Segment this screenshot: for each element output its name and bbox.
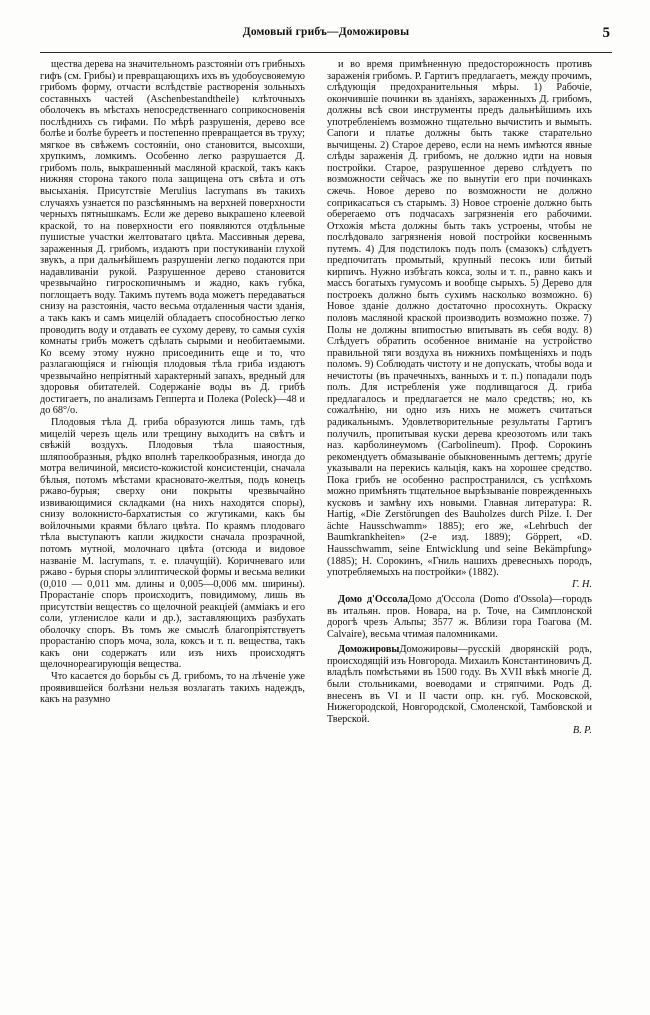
entry-text: Доможировы—русскiй дворянскiй родъ, происходящiй изъ Новгорода. Михаилъ Константиновичъ Д. владѣлъ помѣстьями въ 1500 году. Въ XVII вѣкѣ многiе Д. были стольниками, воеводами и стряпчими. Родъ Д. внесенъ въ VI и II части опр. кн. губ. Московской, Нижегородской, Новгородской, Смоленской, Тамбовской и Тверской. bbox=[327, 644, 592, 725]
page-header bbox=[40, 26, 612, 48]
header-rule bbox=[40, 52, 612, 53]
entry-text: Домо д'Оссола (Domo d'Ossola)—городъ въ итальян. пров. Новара, на р. Точе, на Симплонской дорогѣ чрезъ Альпы; 3577 ж. Вблизи гора Гоагова (M. Calvaire), весьма чтимая паломниками. bbox=[327, 594, 592, 640]
paragraph: Плодовыя тѣла Д. гриба образуются лишь тамъ, гдѣ мицелiй черезъ щель или трещину выходитъ на свѣтъ и свѣжiй воздухъ. Плодовыя тѣла шаяостныя, шляпообразныя, рѣдко вполнѣ тарелкообразныя, иногда до мотра величиной, мясисто-кожистой консистенцiи, сначала бѣлыя, потомъ мѣстами красновато-желтыя, подъ конецъ ржаво-бурыя; сверху они покрыты чрезвычайно извивающимися складками (на нихъ находятся споры), снизу волокнисто-бархатистыя со жгутиками, какъ бы войлочными краями бѣлаго цвѣта. По краямъ плодоваго тѣла выступаютъ капли жидкости сначала прозрачной, потомъ мутной, молочнаго цвѣта (отсюда и видовое названiе M. lacrymans, т. е. плачущiй). Коричневаго или ржаво - бурыя споры эллиптической формы и весьма велики (0,010 — 0,011 мм. длины и 0,005—0,006 мм. ширины). Прорастанiе споръ происходитъ, повидимому, лишь въ присутствiи веществъ со щелочной реакцiей (аммiакъ и его соли, угленислое кали и др.), заставляющихъ разбухать оболочку споръ. Въ томъ же смыслѣ благопрiятствуетъ прорастанiю споръ моча, зола, коксъ и т. п. вещества, такъ какъ они содержатъ или изъ нихъ происходятъ щелочнореагирующiя вещества. bbox=[40, 416, 305, 671]
running-head: Домовый грибъ—Доможировы bbox=[242, 26, 410, 38]
dictionary-entry bbox=[327, 594, 592, 640]
signature: В. Р. bbox=[572, 725, 592, 737]
paragraph: щества дерева на значительномъ разстоянiи отъ грибныхъ гифъ (см. Грибы) и превращающихъ ихъ въ удобоусвояемую грибомъ форму, отчасти вслѣдствiе растворенiя зольныхъ составныхъ частей (Aschenbestandtheile) клѣточныхъ оболочекъ въ мѣстахъ непосредственнаго соприкосновенiя послѣднихъ съ гифами. По мѣрѣ разрушенiя, дерево все болѣе и болѣе буреетъ и постепенно превращается въ труху; мягкое въ свѣжемъ состоянiи, оно становится, высохши, хрупкимъ, ломкимъ. Особенно легко разрушается Д. грибомъ поль, выкрашенный масляной краской, такъ какъ нижняя сторона такого пола защищена отъ свѣта и отъ высыханiя. Присутствiе Merulius lacrymans въ такихъ случаяхъ узнается по разсѣяннымъ на верхней поверхности черныхъ пятнышкамъ. Если же дерево выкрашено клеевой краской, то на поверхности его появляются отдѣльные пушистые участки желтоватаго цвѣта. Массивныя дерева, зараженныя Д. грибомъ, издаютъ при постукиванiи глухой звукъ, а при дальнѣйшемъ разрушенiи легко подаются при надавливанiи рукой. Разрушенное дерево становится чрезвычайно гигроскопичнымъ и жадно, какъ губка, поглощаетъ воду. Такимъ путемъ вода можетъ передаваться снизу на разстоянiя, часто весьма отдаленныя части зданiя, а такъ какъ и самъ мицелiй обладаетъ способностью легко проводить воду и отдавать ее сухому дереву, то самыя сухiя комнаты грибъ можетъ сдѣлать сырыми и необитаемыми. Ко всему этому нужно присоединить еще и то, что разлагающiяся и гнiющiя плодовыя тѣла гриба издаютъ чрезвычайно непрiятный характерный запахъ, вредный для здоровья обитателей. Содержанiе воды въ Д. грибѣ достигаетъ, по анализамъ Гепперта и Полека (Poleck)—48 и до 68°/о. bbox=[40, 59, 305, 417]
entry-headword: Домо д'Оссола bbox=[338, 594, 409, 606]
right-column bbox=[316, 59, 592, 737]
paragraph: и во время примѣненную предосторожность противъ зараженiя грибомъ. Р. Гартигъ предлагаетъ, между прочимъ, слѣдующiя предохранительныя мѣры. 1) Рабочiе, окончившiе починки въ зданiяхъ, зараженныхъ Д. грибомъ, должны всѣ свои инструменты предъ дальнѣйшимъ ихъ употребленiемъ возможно тщательно вычистить и вымыть. Сапоги и платье должны быть также старательно вычищены. 2) Старое дерево, если на немъ имѣются явные слѣды зараженiя Д. грибомъ, не должно идти на новыя постройки. Старое, разрушенное дерево слѣдуетъ по возможности сейчасъ же по вынутiи его при починкахъ сжечь. Новое дерево по возможности не должно соприкасаться съ старымъ. 3) Новое строенiе должно быть обереraемо отъ подчасахъ загрязненiя его рабочими. Отхожiя мѣста должны быть такъ устроены, чтобы не послѣдовало загрязненiя новой постройки косвеннымъ путемъ. 4) Для подстилокъ подъ полъ (смазокъ) слѣдуетъ предпочитать промытый, крупный песокъ или битый кирпичъ. Нужно избѣгать кокса, золы и т. п., равно какъ и массъ богатыхъ гумусомъ и вообще сырыхъ. 5) Дерево для построекъ должно быть сухимъ насколько возможно. 6) Новое зданiе должно достаточно просохнуть. Окраску половъ масляной краской производить возможно позже. 7) Полы не должны впиmocтью впитывать въ себя воду. 8) Слѣдуетъ обратить особенное вниманiе на устройство правильной тяги воздуха въ нижнихъ помѣщенiяхъ и подъ поломъ. 9) Соблюдать чистоту и не допускать, чтобы вода и нечистоты (въ прачечныхъ, ванныхъ и т. п.) попадали подъ полъ. Для истребленiя уже подливщагося Д. гриба предлагалось и предлагается не мало средствъ; но, къ сожалѣнiю, ни одно изъ нихъ не можетъ считаться радикальнымъ. Удовлетворительные результаты Гартигъ получилъ, пропитывая куски дерева креозотомъ или такъ наз. карболинеумомъ (Carbolineum). Проф. Сорокинъ рекомендуетъ обмазыванiе обыкновеннымъ дегтемъ; другiе указывали на перекись кальцiя, какъ на хорошее средство. Пока грибъ не особенно распространился, съ успѣхомъ можно примѣнять тщательное вырѣзыванiе поврежденныхъ кусковъ и замѣну ихъ новыми. Главная литература: R. Hartig, «Die Zerstörungen des Bauholzes durch Pilze. I. Der ächte Hausschwamm» 1885); его же, «Lehrbuch der Baumkrankheiten» (2-е изд. 1889); Göppert, «D. Hausschwamm, seine Entwicklung und seine Bekämpfung» (1885); Н. Сорокинъ, «Гниль нашихъ древесныхъ породъ, употребляемыхъ на постройки» (1882). bbox=[327, 59, 592, 579]
paragraph: Что касается до борьбы съ Д. грибомъ, то на лѣченiе уже проявившейся болѣзни нельзя возлагать такихъ надеждъ, какъ на разумно bbox=[40, 670, 305, 706]
left-column bbox=[40, 59, 316, 706]
dictionary-entry bbox=[327, 644, 592, 725]
entry-headword: Доможировы bbox=[338, 644, 400, 656]
two-column-body bbox=[40, 59, 612, 737]
signature: Г. Н. bbox=[571, 578, 592, 590]
page-number: 5 bbox=[602, 25, 610, 41]
